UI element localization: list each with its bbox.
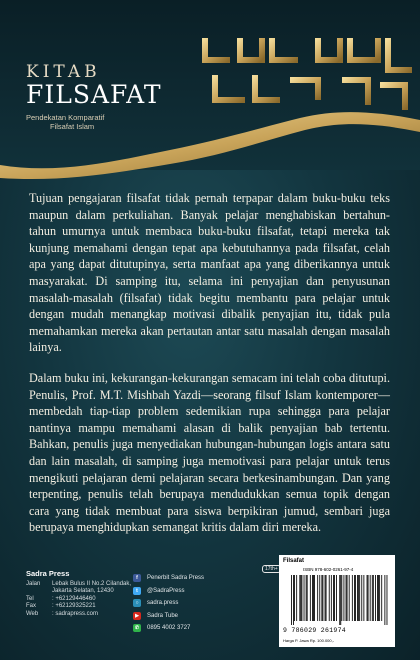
- fax-row: [26, 603, 131, 611]
- social-links: [133, 572, 204, 635]
- barcode-bar: [377, 575, 378, 621]
- tel-row: [26, 596, 131, 604]
- address-row: [26, 581, 131, 589]
- web-label: Web: [26, 610, 39, 617]
- barcode-bar: [358, 575, 359, 621]
- barcode-bars: [289, 575, 389, 625]
- barcode-bar: [375, 575, 376, 621]
- barcode-bar: [378, 575, 379, 621]
- barcode-bar: [317, 575, 318, 621]
- barcode-bar: [334, 575, 335, 621]
- social-link-label: 0895 4002 3727: [147, 625, 191, 632]
- barcode-bar: [302, 575, 303, 621]
- web-row: [26, 611, 131, 619]
- barcode-bar: [379, 575, 380, 621]
- social-link-item: [133, 610, 204, 623]
- barcode-bar: [352, 575, 353, 621]
- age-rating-badge: 17th+: [262, 565, 281, 573]
- publisher-info: [26, 570, 131, 619]
- social-link-item: [133, 622, 204, 635]
- social-link-label: sadra.press: [147, 600, 179, 607]
- social-link-label: Penerbit Sadra Press: [147, 575, 205, 582]
- book-title: FILSAFAT: [26, 80, 162, 109]
- globe-icon: ○: [133, 599, 141, 607]
- barcode-bar: [325, 575, 326, 621]
- blurb-paragraph-1: Tujuan pengajaran filsafat tidak pernah terpapar dalam buku-buku teks maupun dalam perkuliahan. Banyak pelajar menghabiskan bertahun-tahun umurnya untuk membaca buku-buku filsafat, tetapi mereka tak kunjung memahami dengan tepat apa kebutuhannya pada filsafat, celah apa yang dapat ditutupinya, serta manfaat apa yang diberikannya untuk masyarakat. Di samping itu, selama ini penyajian dan penyusunan masalah-masalah (filsafat) tidak begitu membantu para pelajar untuk dengan mudah menangkap motivasi dibalik penyajian itu, tidak pula memahamkan mereka akan pertautan antar satu masalah dengan masalah lainya.: [29, 191, 390, 355]
- barcode-bar: [344, 575, 345, 621]
- barcode-bar: [373, 575, 374, 621]
- barcode-bar: [370, 575, 371, 621]
- barcode-bar: [304, 575, 305, 621]
- barcode-bar: [299, 575, 300, 621]
- barcode-bar: [349, 575, 350, 621]
- barcode-bar: [293, 575, 294, 625]
- tel-value: : +62129446460: [52, 595, 96, 602]
- address-row: [26, 588, 131, 596]
- barcode-bar: [357, 575, 358, 621]
- barcode-bar: [310, 575, 311, 621]
- youtube-icon: ▶: [133, 612, 141, 620]
- barcode-bar: [363, 575, 364, 621]
- barcode-bar: [387, 575, 388, 625]
- barcode-bar: [346, 575, 347, 621]
- address-line: Lebak Bulus II No.2 Cilandak,: [52, 580, 132, 587]
- barcode-digits: 9 786029 261974: [283, 627, 347, 634]
- blurb-paragraph-2: Dalam buku ini, kekurangan-kekurangan semacam ini telah coba ditutupi. Penulis, Prof. M.T. Mishbah Yazdi—seorang filsuf Islam kontemporer—membedah tiap-tiap problem sedemikian rupa sehingga para pelajar nantinya mampu memahami alasan di balik penyajian bab tertentu. Bahkan, penulis juga menyediakan hubungan-hubungan logis antara satu dan lain masalah, di samping juga memotivasi para pelajar untuk terus mengikuti pelajaran demi pelajaran secara berkesinambungan. Dan yang terpenting, penulis telah berupaya mendudukkan semua topik dengan cara yang tidak membuat para siswa berpikiran jumud, sembari juga berupaya menghidupkan semangat kritis dalam diri mereka.: [29, 371, 390, 535]
- barcode-panel: [279, 555, 395, 647]
- barcode-bar: [291, 575, 292, 625]
- price-text: Harga P. Jawa Rp. 100.000,-: [283, 638, 335, 643]
- address-line: Jakarta Selatan, 12430: [52, 588, 114, 595]
- barcode-bar: [329, 575, 330, 621]
- barcode-bar: [314, 575, 315, 621]
- fax-value: : +62129325221: [52, 603, 96, 610]
- barcode-bar: [323, 575, 324, 621]
- barcode-bar: [300, 575, 301, 621]
- subtitle-line: Filsafat Islam: [50, 122, 95, 131]
- barcode-bar: [355, 575, 356, 621]
- barcode-bar: [312, 575, 313, 621]
- barcode-bar: [340, 575, 341, 625]
- barcode-bar: [319, 575, 320, 621]
- address-label: Jalan: [26, 580, 41, 587]
- social-link-label: @SadraPress: [147, 587, 185, 594]
- barcode-bar: [331, 575, 332, 621]
- barcode-bar: [296, 575, 297, 621]
- barcode-bar: [307, 575, 308, 621]
- barcode-bar: [359, 575, 360, 621]
- web-value: : sadrapress.com: [52, 610, 99, 617]
- series-label: KITAB: [26, 62, 101, 82]
- barcode-bar: [368, 575, 369, 621]
- barcode-bar: [321, 575, 322, 621]
- barcode-bar: [333, 575, 334, 621]
- barcode-bar: [313, 575, 314, 621]
- social-link-item: [133, 585, 204, 598]
- title-block: [26, 62, 162, 131]
- barcode-bar: [361, 575, 362, 621]
- facebook-icon: f: [133, 574, 141, 582]
- barcode-bar: [367, 575, 368, 621]
- subtitle-line: Pendekatan Komparatif: [26, 113, 105, 122]
- barcode-bar: [341, 575, 342, 621]
- barcode-bar: [339, 575, 340, 625]
- publisher-name: Sadra Press: [26, 569, 70, 578]
- barcode-bar: [372, 575, 373, 621]
- barcode-bar: [326, 575, 327, 621]
- barcode-bar: [306, 575, 307, 621]
- category-label: Filsafat: [283, 558, 305, 564]
- tel-label: Tel: [26, 595, 34, 602]
- barcode-bar: [384, 575, 385, 625]
- barcode-bar: [347, 575, 348, 621]
- fax-label: Fax: [26, 603, 37, 610]
- twitter-icon: t: [133, 587, 141, 595]
- barcode-bar: [336, 575, 337, 621]
- book-subtitle: [26, 113, 162, 131]
- barcode-bar: [294, 575, 295, 621]
- barcode-bar: [381, 575, 382, 621]
- social-link-item: [133, 597, 204, 610]
- isbn-text: ISBN 978-602-0261-97-4: [303, 567, 354, 572]
- barcode-bar: [354, 575, 355, 621]
- social-link-label: Sadra Tube: [147, 612, 179, 619]
- whatsapp-icon: ✆: [134, 625, 140, 632]
- social-link-item: [133, 572, 204, 585]
